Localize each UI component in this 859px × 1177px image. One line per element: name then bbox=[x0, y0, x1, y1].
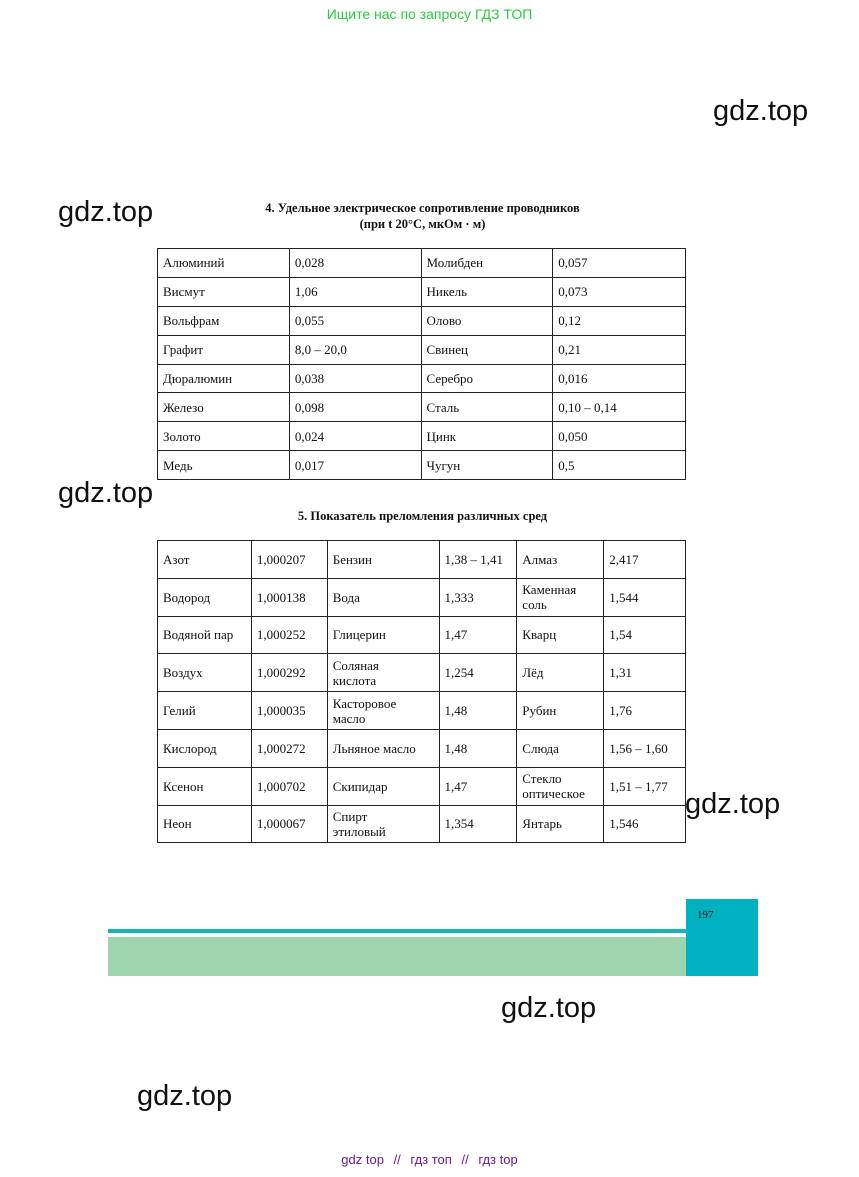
material-name: Графит bbox=[158, 335, 290, 364]
table-row bbox=[158, 364, 686, 393]
watermark: gdz.top bbox=[713, 95, 809, 127]
refractive-index: 1,000292 bbox=[251, 654, 327, 692]
medium-name: Вода bbox=[327, 578, 439, 616]
material-name: Цинк bbox=[421, 422, 553, 451]
refractive-index: 1,000272 bbox=[251, 729, 327, 767]
refractive-index: 1,76 bbox=[604, 692, 686, 730]
resistivity-value: 0,050 bbox=[553, 422, 686, 451]
resistivity-value: 0,016 bbox=[553, 364, 686, 393]
material-name: Свинец bbox=[421, 335, 553, 364]
medium-name: Касторовое масло bbox=[327, 692, 439, 730]
medium-name: Рубин bbox=[517, 692, 604, 730]
table-row bbox=[158, 692, 686, 730]
resistivity-value: 0,024 bbox=[289, 422, 421, 451]
resistivity-value: 0,028 bbox=[289, 249, 421, 278]
decorative-line bbox=[108, 929, 686, 933]
table-row bbox=[158, 335, 686, 364]
resistivity-value: 1,06 bbox=[289, 277, 421, 306]
refractive-index: 1,31 bbox=[604, 654, 686, 692]
medium-name: Ксенон bbox=[158, 767, 252, 805]
refractive-index: 1,000702 bbox=[251, 767, 327, 805]
table-row bbox=[158, 277, 686, 306]
medium-name: Гелий bbox=[158, 692, 252, 730]
refractive-index: 1,47 bbox=[439, 616, 517, 654]
refractive-index: 1,38 – 1,41 bbox=[439, 541, 517, 579]
footer-link[interactable]: gdz top bbox=[341, 1152, 384, 1167]
refractive-index: 1,254 bbox=[439, 654, 517, 692]
medium-name: Алмаз bbox=[517, 541, 604, 579]
refractive-index: 1,47 bbox=[439, 767, 517, 805]
resistivity-value: 0,073 bbox=[553, 277, 686, 306]
table-row bbox=[158, 451, 686, 480]
watermark: gdz.top bbox=[58, 477, 154, 509]
medium-name: Водяной пар bbox=[158, 616, 252, 654]
watermark: gdz.top bbox=[501, 992, 597, 1024]
footer-links bbox=[0, 1152, 859, 1167]
medium-name: Воздух bbox=[158, 654, 252, 692]
resistivity-value: 0,017 bbox=[289, 451, 421, 480]
refractive-index: 1,333 bbox=[439, 578, 517, 616]
table4-title-line1: 4. Удельное электрическое сопротивление проводников bbox=[265, 201, 580, 215]
refractive-index: 1,000138 bbox=[251, 578, 327, 616]
medium-name: Каменная соль bbox=[517, 578, 604, 616]
material-name: Олово bbox=[421, 306, 553, 335]
watermark: gdz.top bbox=[685, 788, 781, 820]
resistivity-value: 0,10 – 0,14 bbox=[553, 393, 686, 422]
table-row bbox=[158, 249, 686, 278]
material-name: Молибден bbox=[421, 249, 553, 278]
medium-name: Льняное масло bbox=[327, 729, 439, 767]
medium-name: Кварц bbox=[517, 616, 604, 654]
refractive-index: 1,544 bbox=[604, 578, 686, 616]
table5-title: 5. Показатель преломления различных сред bbox=[297, 509, 548, 523]
material-name: Медь bbox=[158, 451, 290, 480]
resistivity-value: 0,057 bbox=[553, 249, 686, 278]
medium-name: Стекло оптическое bbox=[517, 767, 604, 805]
refractive-index: 1,56 – 1,60 bbox=[604, 729, 686, 767]
material-name: Вольфрам bbox=[158, 306, 290, 335]
refractive-index: 1,48 bbox=[439, 729, 517, 767]
footer-band bbox=[108, 937, 686, 976]
medium-name: Азот bbox=[158, 541, 252, 579]
medium-name: Скипидар bbox=[327, 767, 439, 805]
refractive-index: 1,000252 bbox=[251, 616, 327, 654]
refractive-index: 1,000067 bbox=[251, 805, 327, 843]
material-name: Золото bbox=[158, 422, 290, 451]
medium-name: Неон bbox=[158, 805, 252, 843]
refractive-index: 1,000035 bbox=[251, 692, 327, 730]
material-name: Чугун bbox=[421, 451, 553, 480]
medium-name: Кислород bbox=[158, 729, 252, 767]
footer-link[interactable]: гдз top bbox=[478, 1152, 518, 1167]
table-row bbox=[158, 805, 686, 843]
footer-separator: // bbox=[461, 1152, 469, 1167]
table-row bbox=[158, 729, 686, 767]
table-row bbox=[158, 767, 686, 805]
search-prompt-link[interactable]: Ищите нас по запросу ГДЗ ТОП bbox=[326, 6, 533, 22]
footer-link[interactable]: гдз топ bbox=[410, 1152, 452, 1167]
refraction-table bbox=[157, 540, 686, 843]
refractive-index: 1,51 – 1,77 bbox=[604, 767, 686, 805]
watermark: gdz.top bbox=[137, 1080, 233, 1112]
resistivity-value: 0,055 bbox=[289, 306, 421, 335]
table-row bbox=[158, 578, 686, 616]
table-row bbox=[158, 541, 686, 579]
resistivity-table bbox=[157, 248, 686, 480]
table-row bbox=[158, 306, 686, 335]
medium-name: Соляная кислота bbox=[327, 654, 439, 692]
medium-name: Бензин bbox=[327, 541, 439, 579]
refractive-index: 1,546 bbox=[604, 805, 686, 843]
material-name: Дюралюмин bbox=[158, 364, 290, 393]
refractive-index: 1,354 bbox=[439, 805, 517, 843]
table-row bbox=[158, 393, 686, 422]
material-name: Висмут bbox=[158, 277, 290, 306]
resistivity-value: 0,098 bbox=[289, 393, 421, 422]
refractive-index: 2,417 bbox=[604, 541, 686, 579]
material-name: Железо bbox=[158, 393, 290, 422]
refractive-index: 1,000207 bbox=[251, 541, 327, 579]
medium-name: Спирт этиловый bbox=[327, 805, 439, 843]
refractive-index: 1,48 bbox=[439, 692, 517, 730]
material-name: Серебро bbox=[421, 364, 553, 393]
refractive-index: 1,54 bbox=[604, 616, 686, 654]
resistivity-value: 0,038 bbox=[289, 364, 421, 393]
table-row bbox=[158, 422, 686, 451]
watermark: gdz.top bbox=[58, 196, 154, 228]
medium-name: Слюда bbox=[517, 729, 604, 767]
page-number: 197 bbox=[697, 909, 714, 921]
medium-name: Водород bbox=[158, 578, 252, 616]
medium-name: Глицерин bbox=[327, 616, 439, 654]
material-name: Алюминий bbox=[158, 249, 290, 278]
footer-separator: // bbox=[393, 1152, 401, 1167]
medium-name: Янтарь bbox=[517, 805, 604, 843]
material-name: Сталь bbox=[421, 393, 553, 422]
resistivity-value: 8,0 – 20,0 bbox=[289, 335, 421, 364]
resistivity-value: 0,21 bbox=[553, 335, 686, 364]
table-row bbox=[158, 616, 686, 654]
resistivity-value: 0,12 bbox=[553, 306, 686, 335]
resistivity-value: 0,5 bbox=[553, 451, 686, 480]
table-row bbox=[158, 654, 686, 692]
medium-name: Лёд bbox=[517, 654, 604, 692]
material-name: Никель bbox=[421, 277, 553, 306]
table4-title-line2: (при t 20°С, мкОм · м) bbox=[359, 217, 486, 231]
